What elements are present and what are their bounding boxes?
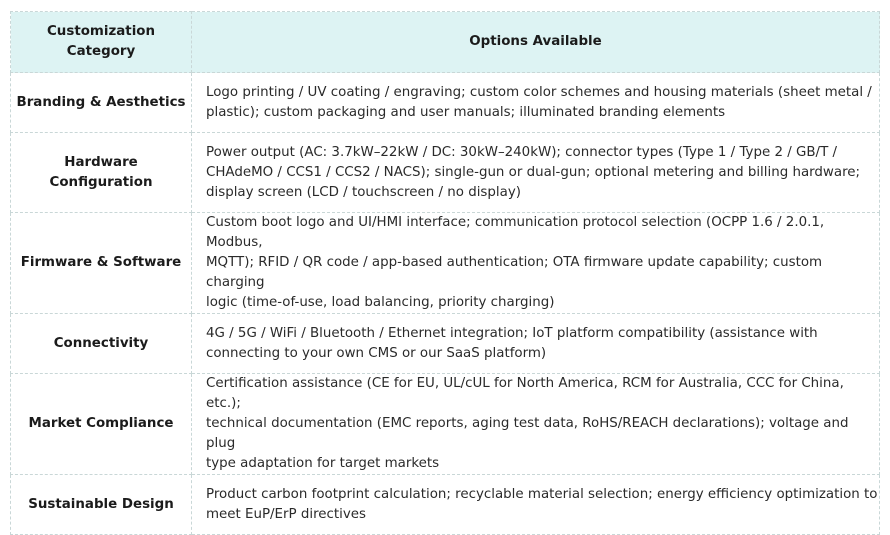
row-options-cell: Power output (AC: 3.7kW–22kW / DC: 30kW–240kW); connector types (Type 1 / Type 2 / GB/T / CHAdeMO / CCS1 / CCS2 / NACS); single-gun or dual-gun; optional metering and billing hardware; display screen (LCD / touchscreen / no display) — [192, 133, 880, 213]
customization-table — [10, 11, 880, 535]
table-row — [11, 374, 880, 475]
row-category-cell — [11, 374, 192, 475]
header-category-label: Customization Category — [46, 24, 156, 59]
header-options — [192, 12, 880, 73]
row-options-cell: Custom boot logo and UI/HMI interface; communication protocol selection (OCPP 1.6 / 2.0.1, Modbus, MQTT); RFID / QR code / app-based authentication; OTA firmware update capability; custom charging logic (time-of-use, load balancing, priority charging) — [192, 213, 880, 314]
row-category-label: Hardware Configuration — [49, 154, 153, 190]
table-body — [11, 73, 880, 535]
row-options-cell: Product carbon footprint calculation; recyclable material selection; energy efficiency optimization to meet EuP/ErP directives — [192, 475, 880, 535]
row-options-cell: 4G / 5G / WiFi / Bluetooth / Ethernet integration; IoT platform compatibility (assistance with connecting to your own CMS or our SaaS platform) — [192, 314, 880, 374]
row-category-cell — [11, 73, 192, 133]
row-category-cell — [11, 213, 192, 314]
header-options-label: Options Available — [469, 34, 602, 49]
header-category — [11, 12, 192, 73]
header-row — [11, 12, 880, 73]
row-category-cell — [11, 475, 192, 535]
table-row — [11, 73, 880, 133]
table-row — [11, 213, 880, 314]
row-category-cell — [11, 314, 192, 374]
row-category-label: Sustainable Design — [28, 496, 174, 512]
table-row — [11, 133, 880, 213]
table-row — [11, 314, 880, 374]
row-options-cell: Certification assistance (CE for EU, UL/cUL for North America, RCM for Australia, CCC for China, etc.); technical documentation (EMC reports, aging test data, RoHS/REACH declarations); voltage and plug type adaptation for target markets — [192, 374, 880, 475]
table-row — [11, 475, 880, 535]
row-category-label: Firmware & Software — [20, 255, 182, 270]
row-category-label: Connectivity — [53, 335, 149, 351]
row-category-label: Branding & Aesthetics — [16, 94, 186, 110]
row-options-cell: Logo printing / UV coating / engraving; custom color schemes and housing materials (sheet metal / plastic); custom packaging and user manuals; illuminated branding elements — [192, 73, 880, 133]
table-header — [11, 12, 880, 73]
row-category-label: Market Compliance — [28, 416, 174, 431]
row-category-cell — [11, 133, 192, 213]
